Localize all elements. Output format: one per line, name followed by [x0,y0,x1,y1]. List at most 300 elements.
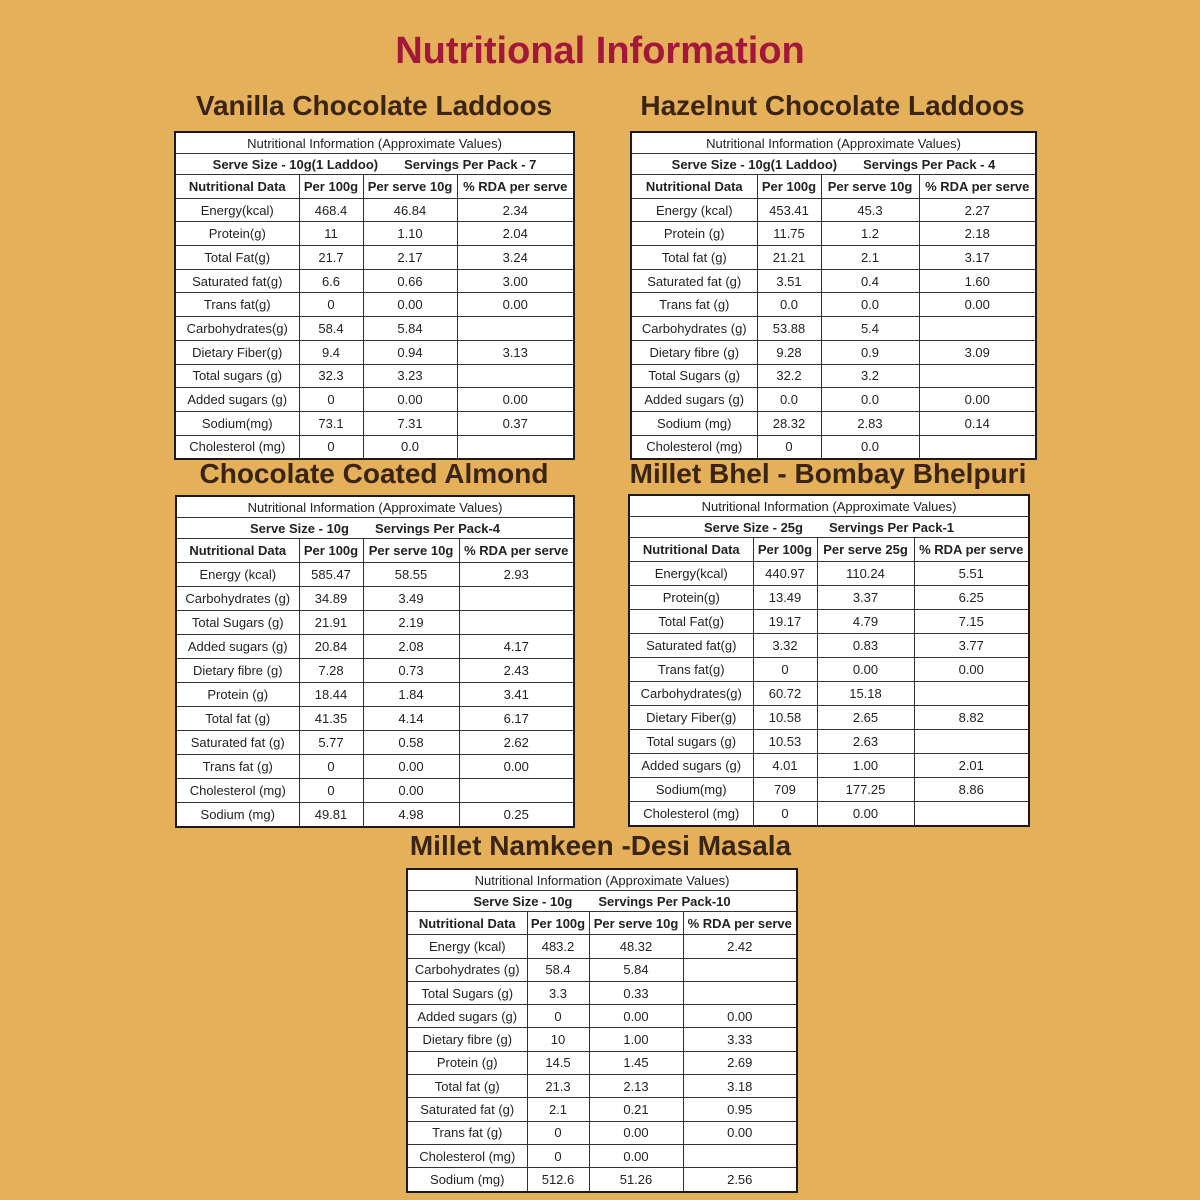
nutrient-value: 5.51 [914,562,1029,586]
nutrient-value: 10 [527,1028,589,1051]
nutrient-value: 2.17 [363,246,457,270]
nutrient-value: 3.09 [919,340,1036,364]
nutrient-value: 18.44 [299,683,363,707]
serving-info [176,518,574,539]
table-row [407,1098,797,1121]
table-row [176,587,574,611]
nutrient-value: 709 [753,778,817,802]
nutrient-value: 2.93 [459,563,574,587]
table-row [407,1075,797,1098]
nutrient-value: 2.83 [821,411,919,435]
column-header: % RDA per serve [459,539,574,563]
nutrient-value: 0 [299,293,363,317]
nutrient-label: Total sugars (g) [629,730,753,754]
servings-per-pack: Servings Per Pack-1 [828,519,955,535]
nutrient-value: 3.24 [457,246,574,270]
nutrient-value: 0 [527,1121,589,1144]
column-header: Per 100g [753,538,817,562]
nutrient-value: 3.51 [757,269,821,293]
nutrient-value: 0 [753,802,817,827]
nutrient-value: 0.0 [821,435,919,459]
nutrient-label: Dietary Fiber(g) [629,706,753,730]
nutrient-value: 0.00 [589,1005,683,1028]
nutrient-value [459,611,574,635]
nutrient-value: 2.01 [914,754,1029,778]
nutrient-label: Saturated fat(g) [175,269,299,293]
table-row [176,779,574,803]
nutrient-label: Total fat (g) [631,246,757,270]
nutrition-table [175,495,575,828]
column-header: % RDA per serve [457,175,574,199]
nutrient-value: 51.26 [589,1168,683,1192]
nutrient-value: 32.2 [757,364,821,388]
nutrient-value: 1.2 [821,222,919,246]
table-row [629,730,1029,754]
nutrient-value: 0.00 [683,1005,797,1028]
nutrient-label: Energy (kcal) [631,198,757,222]
table-row [407,958,797,981]
nutrient-value: 2.04 [457,222,574,246]
nutrient-value: 3.32 [753,634,817,658]
nutrient-label: Protein(g) [629,586,753,610]
nutrient-value: 177.25 [817,778,914,802]
nutrient-value: 0.25 [459,803,574,828]
nutrient-value: 45.3 [821,198,919,222]
nutrient-label: Saturated fat(g) [629,634,753,658]
nutrient-value: 0.00 [457,293,574,317]
table-row [631,411,1036,435]
table-row [176,683,574,707]
nutrient-value: 0 [527,1144,589,1167]
nutrient-value: 1.60 [919,269,1036,293]
column-header: Per serve 10g [363,539,459,563]
column-header: Per serve 10g [363,175,457,199]
column-header: Per serve 25g [817,538,914,562]
nutrient-value: 19.17 [753,610,817,634]
nutrient-value: 0.00 [363,755,459,779]
nutrient-value: 2.13 [589,1075,683,1098]
nutrient-value: 0.0 [821,293,919,317]
nutrient-value: 48.32 [589,935,683,958]
table-row [175,269,574,293]
column-header: Per serve 10g [821,175,919,199]
nutrient-label: Total sugars (g) [175,364,299,388]
nutrient-label: Dietary fibre (g) [176,659,299,683]
nutrient-value: 13.49 [753,586,817,610]
nutrient-label: Carbohydrates(g) [175,317,299,341]
table-row [175,222,574,246]
nutrient-label: Total fat (g) [407,1075,527,1098]
nutrient-label: Saturated fat (g) [407,1098,527,1121]
nutrient-value: 5.84 [363,317,457,341]
nutrient-value: 0.00 [589,1144,683,1167]
nutrient-label: Trans fat (g) [407,1121,527,1144]
nutrient-value: 0.0 [363,435,457,459]
nutrient-value: 2.56 [683,1168,797,1192]
nutrient-value: 0.94 [363,340,457,364]
nutrient-value: 1.84 [363,683,459,707]
servings-per-pack: Servings Per Pack-10 [598,893,731,909]
table-row [407,1005,797,1028]
nutrient-value: 21.7 [299,246,363,270]
table-row [629,754,1029,778]
nutrient-value: 0 [527,1005,589,1028]
nutrient-value [919,364,1036,388]
nutrient-value [683,1144,797,1167]
nutrient-value: 0 [753,658,817,682]
column-header: Nutritional Data [407,912,527,935]
nutrient-value: 0 [299,388,363,412]
nutrient-value: 6.17 [459,707,574,731]
table-caption: Nutritional Information (Approximate Values) [407,869,797,891]
nutrient-value: 0.00 [459,755,574,779]
table-row [631,364,1036,388]
table-row [629,562,1029,586]
nutrient-value: 2.43 [459,659,574,683]
nutrient-label: Protein(g) [175,222,299,246]
nutrient-value: 0.00 [817,802,914,827]
nutrient-label: Cholesterol (mg) [407,1144,527,1167]
nutrient-value: 1.00 [589,1028,683,1051]
table-row [407,1051,797,1074]
nutrient-value: 11.75 [757,222,821,246]
nutrient-value: 585.47 [299,563,363,587]
table-row [175,364,574,388]
serving-info [631,154,1036,175]
nutrient-value: 0.00 [363,293,457,317]
table-row [176,563,574,587]
nutrient-value: 4.98 [363,803,459,828]
column-header: Per 100g [299,175,363,199]
column-header: Per 100g [527,912,589,935]
table-row [175,435,574,459]
nutrient-label: Trans fat (g) [631,293,757,317]
nutrient-value: 7.15 [914,610,1029,634]
serve-size: Serve Size - 10g(1 Laddoo) [671,156,838,172]
nutrient-value: 0.00 [919,293,1036,317]
nutrient-value: 0.00 [589,1121,683,1144]
table-row [175,411,574,435]
nutrient-value: 10.53 [753,730,817,754]
nutrient-value: 2.08 [363,635,459,659]
nutrient-label: Added sugars (g) [629,754,753,778]
nutrient-value: 0.00 [914,658,1029,682]
nutrition-table [174,131,575,460]
nutrient-value: 46.84 [363,198,457,222]
nutrient-label: Dietary Fiber(g) [175,340,299,364]
nutrient-value: 2.1 [527,1098,589,1121]
product-title: Vanilla Chocolate Laddoos [195,90,553,121]
table-row [407,1028,797,1051]
nutrient-value: 2.42 [683,935,797,958]
nutrient-value: 4.14 [363,707,459,731]
nutrient-value: 0.00 [683,1121,797,1144]
nutrient-label: Protein (g) [176,683,299,707]
product-title: Chocolate Coated Almond [199,458,549,489]
nutrient-value: 21.91 [299,611,363,635]
table-row [176,611,574,635]
serving-info [175,154,574,175]
table-caption: Nutritional Information (Approximate Values) [176,496,574,518]
table-row [175,246,574,270]
nutrient-value: 1.45 [589,1051,683,1074]
nutrient-label: Sodium(mg) [175,411,299,435]
nutrient-label: Energy (kcal) [176,563,299,587]
nutrient-label: Total Sugars (g) [176,611,299,635]
column-header: % RDA per serve [914,538,1029,562]
nutrient-label: Sodium (mg) [407,1168,527,1192]
table-row [629,706,1029,730]
page-title: Nutritional Information [395,30,805,72]
nutrient-value: 0.58 [363,731,459,755]
nutrient-label: Cholesterol (mg) [176,779,299,803]
nutrient-value: 58.4 [299,317,363,341]
nutrient-value: 0.00 [457,388,574,412]
table-caption: Nutritional Information (Approximate Values) [629,495,1029,517]
table-row [176,755,574,779]
nutrient-value: 3.17 [919,246,1036,270]
nutrient-value [683,981,797,1004]
table-row [176,803,574,828]
nutrient-value: 0.0 [821,388,919,412]
table-row [407,935,797,958]
nutrient-value: 0.9 [821,340,919,364]
nutrient-value: 3.33 [683,1028,797,1051]
nutrient-value: 0 [299,779,363,803]
nutrient-value: 2.1 [821,246,919,270]
nutrient-value: 0.4 [821,269,919,293]
table-row [629,802,1029,827]
nutrient-value: 32.3 [299,364,363,388]
nutrient-value: 0.00 [919,388,1036,412]
nutrient-value [457,435,574,459]
nutrient-value: 5.4 [821,317,919,341]
nutrient-value: 8.82 [914,706,1029,730]
column-header: Nutritional Data [176,539,299,563]
table-row [407,1168,797,1192]
nutrient-value: 0.0 [757,293,821,317]
product-title: Hazelnut Chocolate Laddoos [640,90,1025,121]
nutrient-value: 8.86 [914,778,1029,802]
nutrient-value: 21.3 [527,1075,589,1098]
nutrient-label: Added sugars (g) [176,635,299,659]
nutrient-value: 2.19 [363,611,459,635]
nutrient-value [919,317,1036,341]
nutrient-value: 0.21 [589,1098,683,1121]
table-row [176,707,574,731]
nutrient-label: Carbohydrates(g) [629,682,753,706]
nutrient-value: 3.37 [817,586,914,610]
product-title: Millet Bhel - Bombay Bhelpuri [629,458,1027,489]
table-row [175,317,574,341]
nutrient-value: 4.01 [753,754,817,778]
nutrient-value [457,317,574,341]
nutrient-value: 7.28 [299,659,363,683]
table-row [631,388,1036,412]
nutrient-value: 0.66 [363,269,457,293]
table-row [631,293,1036,317]
nutrient-value: 440.97 [753,562,817,586]
nutrient-value: 0.37 [457,411,574,435]
table-row [407,1121,797,1144]
nutrient-value: 4.17 [459,635,574,659]
nutrient-value: 41.35 [299,707,363,731]
nutrient-value: 73.1 [299,411,363,435]
nutrient-value: 21.21 [757,246,821,270]
nutrient-value: 10.58 [753,706,817,730]
nutrient-label: Energy(kcal) [175,198,299,222]
nutrient-label: Trans fat(g) [629,658,753,682]
nutrient-label: Carbohydrates (g) [631,317,757,341]
nutrient-value: 5.84 [589,958,683,981]
nutrient-label: Energy (kcal) [407,935,527,958]
nutrient-value: 0 [757,435,821,459]
nutrient-value: 58.55 [363,563,459,587]
nutrient-label: Dietary fibre (g) [407,1028,527,1051]
column-header: % RDA per serve [919,175,1036,199]
nutrient-label: Carbohydrates (g) [407,958,527,981]
nutrient-value: 512.6 [527,1168,589,1192]
nutrient-value: 468.4 [299,198,363,222]
nutrient-label: Total Sugars (g) [407,981,527,1004]
table-row [631,246,1036,270]
nutrient-value: 483.2 [527,935,589,958]
nutrient-value: 28.32 [757,411,821,435]
nutrient-value: 0 [299,435,363,459]
nutrient-value: 2.65 [817,706,914,730]
nutrient-value: 4.79 [817,610,914,634]
nutrient-value: 7.31 [363,411,457,435]
nutrient-label: Saturated fat (g) [631,269,757,293]
nutrient-value: 2.63 [817,730,914,754]
table-row [629,586,1029,610]
nutrient-label: Total Fat(g) [629,610,753,634]
nutrient-value: 3.77 [914,634,1029,658]
nutrient-value: 6.25 [914,586,1029,610]
table-row [629,658,1029,682]
nutrient-value: 3.49 [363,587,459,611]
nutrient-label: Protein (g) [631,222,757,246]
nutrient-value: 453.41 [757,198,821,222]
nutrition-table [630,131,1037,460]
servings-per-pack: Servings Per Pack-4 [374,520,501,536]
nutrient-value: 6.6 [299,269,363,293]
nutrient-value [914,730,1029,754]
table-row [407,1144,797,1167]
nutrient-label: Trans fat (g) [176,755,299,779]
nutrient-value: 0.83 [817,634,914,658]
table-row [407,981,797,1004]
table-row [176,635,574,659]
nutrient-value: 3.23 [363,364,457,388]
nutrient-value: 9.28 [757,340,821,364]
nutrient-value: 53.88 [757,317,821,341]
table-row [629,610,1029,634]
nutrient-label: Added sugars (g) [631,388,757,412]
nutrient-value: 0.00 [363,388,457,412]
column-header: Per serve 10g [589,912,683,935]
nutrient-label: Sodium(mg) [629,778,753,802]
nutrient-value: 1.00 [817,754,914,778]
table-row [629,778,1029,802]
nutrition-table [406,868,798,1193]
nutrient-value [914,802,1029,827]
column-header: Nutritional Data [631,175,757,199]
nutrient-label: Energy(kcal) [629,562,753,586]
nutrient-value: 0.00 [363,779,459,803]
nutrient-value: 49.81 [299,803,363,828]
nutrient-label: Cholesterol (mg) [175,435,299,459]
nutrient-value: 3.18 [683,1075,797,1098]
nutrient-label: Total fat (g) [176,707,299,731]
table-caption: Nutritional Information (Approximate Values) [631,132,1036,154]
nutrient-value: 0.95 [683,1098,797,1121]
nutrient-label: Total Sugars (g) [631,364,757,388]
nutrient-value [457,364,574,388]
nutrient-value: 2.27 [919,198,1036,222]
column-header: Per 100g [757,175,821,199]
nutrient-value: 2.69 [683,1051,797,1074]
nutrient-value: 3.2 [821,364,919,388]
table-row [176,731,574,755]
nutrient-value: 58.4 [527,958,589,981]
nutrient-value: 3.3 [527,981,589,1004]
nutrient-value: 11 [299,222,363,246]
servings-per-pack: Servings Per Pack - 7 [404,156,537,172]
serving-info [407,891,797,912]
nutrient-value: 0.14 [919,411,1036,435]
nutrient-label: Total Fat(g) [175,246,299,270]
serving-info [629,517,1029,538]
nutrient-value: 3.00 [457,269,574,293]
nutrient-label: Sodium (mg) [631,411,757,435]
table-row [631,198,1036,222]
nutrient-value: 9.4 [299,340,363,364]
serve-size: Serve Size - 10g [249,520,349,536]
nutrient-label: Added sugars (g) [407,1005,527,1028]
nutrient-value: 2.18 [919,222,1036,246]
table-row [631,222,1036,246]
nutrient-value: 34.89 [299,587,363,611]
table-caption: Nutritional Information (Approximate Values) [175,132,574,154]
table-row [631,317,1036,341]
column-header: Nutritional Data [629,538,753,562]
nutrient-value: 0.73 [363,659,459,683]
servings-per-pack: Servings Per Pack - 4 [863,156,996,172]
column-header: Per 100g [299,539,363,563]
serve-size: Serve Size - 10g [473,893,573,909]
serve-size: Serve Size - 10g(1 Laddoo) [212,156,379,172]
nutrient-value: 3.13 [457,340,574,364]
nutrient-value: 0.0 [757,388,821,412]
nutrient-value: 14.5 [527,1051,589,1074]
nutrient-value [914,682,1029,706]
table-row [176,659,574,683]
table-row [631,435,1036,459]
nutrient-value: 0.33 [589,981,683,1004]
nutrient-label: Sodium (mg) [176,803,299,828]
serve-size: Serve Size - 25g [703,519,803,535]
nutrient-label: Added sugars (g) [175,388,299,412]
nutrient-value [459,779,574,803]
nutrient-value: 0.00 [817,658,914,682]
column-header: % RDA per serve [683,912,797,935]
nutrient-label: Carbohydrates (g) [176,587,299,611]
nutrient-value: 5.77 [299,731,363,755]
nutrition-table [628,494,1030,827]
table-row [629,634,1029,658]
table-row [175,293,574,317]
